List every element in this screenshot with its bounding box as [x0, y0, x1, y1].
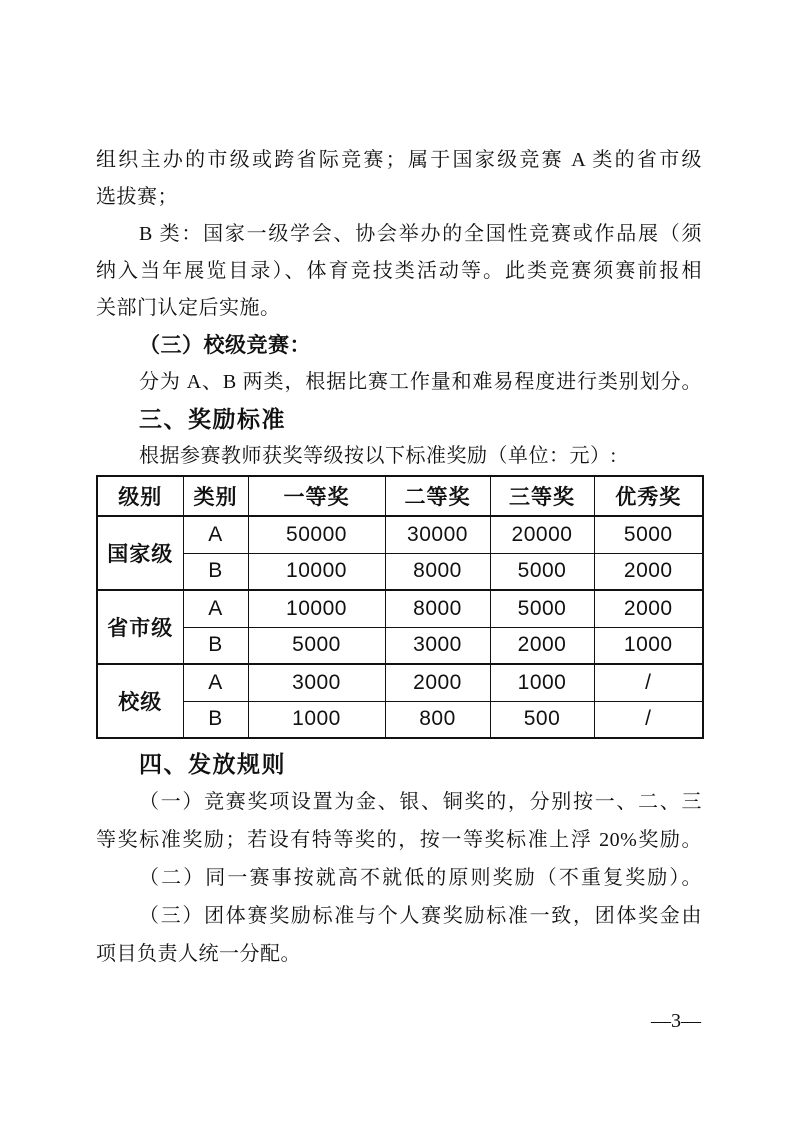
amount-cell: 5000: [490, 553, 594, 590]
paragraph-line: 根据参赛教师获奖等级按以下标准奖励（单位：元）:: [139, 445, 617, 467]
page-number: —3—: [651, 1010, 701, 1032]
table-row-national-b: [97, 553, 703, 590]
col-header-second-prize: 二等奖: [385, 476, 490, 516]
amount-cell: 3000: [385, 627, 490, 664]
amount-cell: 3000: [248, 664, 385, 701]
section-heading-distribution-rules: 四、发放规则: [139, 751, 286, 777]
paragraph-line: 等奖标准奖励；若设有特等奖的，按一等奖标准上浮 20%奖励。: [96, 829, 702, 851]
amount-cell: 500: [490, 701, 594, 738]
col-header-third-prize: 三等奖: [490, 476, 594, 516]
paragraph-line: （三）团体赛奖励标准与个人赛奖励标准一致，团体奖金由: [139, 905, 702, 927]
amount-cell: 2000: [490, 627, 594, 664]
table-row-provincial-a: [97, 590, 703, 627]
subheading-school-level-competition: （三）校级竞赛：: [139, 333, 311, 357]
category-cell: A: [183, 516, 248, 553]
amount-cell: 8000: [385, 590, 490, 627]
table-row-school-b: [97, 701, 703, 738]
amount-cell: 2000: [385, 664, 490, 701]
amount-cell: 5000: [248, 627, 385, 664]
paragraph-line: B 类：国家一级学会、协会举办的全国性竞赛或作品展（须: [139, 223, 702, 245]
category-cell: B: [183, 627, 248, 664]
amount-cell: 8000: [385, 553, 490, 590]
amount-cell: 2000: [594, 553, 703, 590]
document-content: [96, 142, 702, 973]
category-cell: A: [183, 664, 248, 701]
paragraph-line: （一）竞赛奖项设置为金、银、铜奖的，分别按一、二、三: [139, 791, 702, 813]
table-row-provincial-b: [97, 627, 703, 664]
paragraph-line: 关部门认定后实施。: [96, 297, 281, 319]
category-cell: A: [183, 590, 248, 627]
amount-cell: 20000: [490, 516, 594, 553]
table-row-national-a: [97, 516, 703, 553]
amount-cell: 5000: [490, 590, 594, 627]
level-cell-provincial: 省市级: [97, 590, 183, 664]
section-heading-reward-standards: 三、奖励标准: [139, 406, 286, 432]
amount-cell: 5000: [594, 516, 703, 553]
paragraph-line: 组织主办的市级或跨省际竞赛；属于国家级竞赛 A 类的省市级: [96, 149, 702, 171]
amount-cell: 1000: [490, 664, 594, 701]
amount-cell: 800: [385, 701, 490, 738]
amount-cell: 10000: [248, 590, 385, 627]
amount-cell: 30000: [385, 516, 490, 553]
col-header-level: 级别: [97, 476, 183, 516]
amount-cell: 50000: [248, 516, 385, 553]
category-cell: B: [183, 701, 248, 738]
paragraph-line: （二）同一赛事按就高不就低的原则奖励（不重复奖励）。: [139, 867, 702, 889]
paragraph-line: 纳入当年展览目录）、体育竞技类活动等。此类竞赛须赛前报相: [96, 260, 702, 282]
paragraph-line: 项目负责人统一分配。: [96, 943, 301, 965]
level-cell-school: 校级: [97, 664, 183, 738]
level-cell-national: 国家级: [97, 516, 183, 590]
amount-cell: 1000: [594, 627, 703, 664]
col-header-first-prize: 一等奖: [248, 476, 385, 516]
amount-cell: 1000: [248, 701, 385, 738]
amount-cell: 2000: [594, 590, 703, 627]
table-row-school-a: [97, 664, 703, 701]
amount-cell: /: [594, 664, 703, 701]
category-cell: B: [183, 553, 248, 590]
paragraph-line: 选拔赛；: [96, 186, 178, 208]
amount-cell: 10000: [248, 553, 385, 590]
col-header-category: 类别: [183, 476, 248, 516]
table-header-row: [97, 476, 703, 516]
amount-cell: /: [594, 701, 703, 738]
reward-standards-table: [96, 475, 704, 739]
col-header-excellence-prize: 优秀奖: [594, 476, 703, 516]
paragraph-line: 分为 A、B 两类，根据比赛工作量和难易程度进行类别划分。: [139, 371, 702, 393]
